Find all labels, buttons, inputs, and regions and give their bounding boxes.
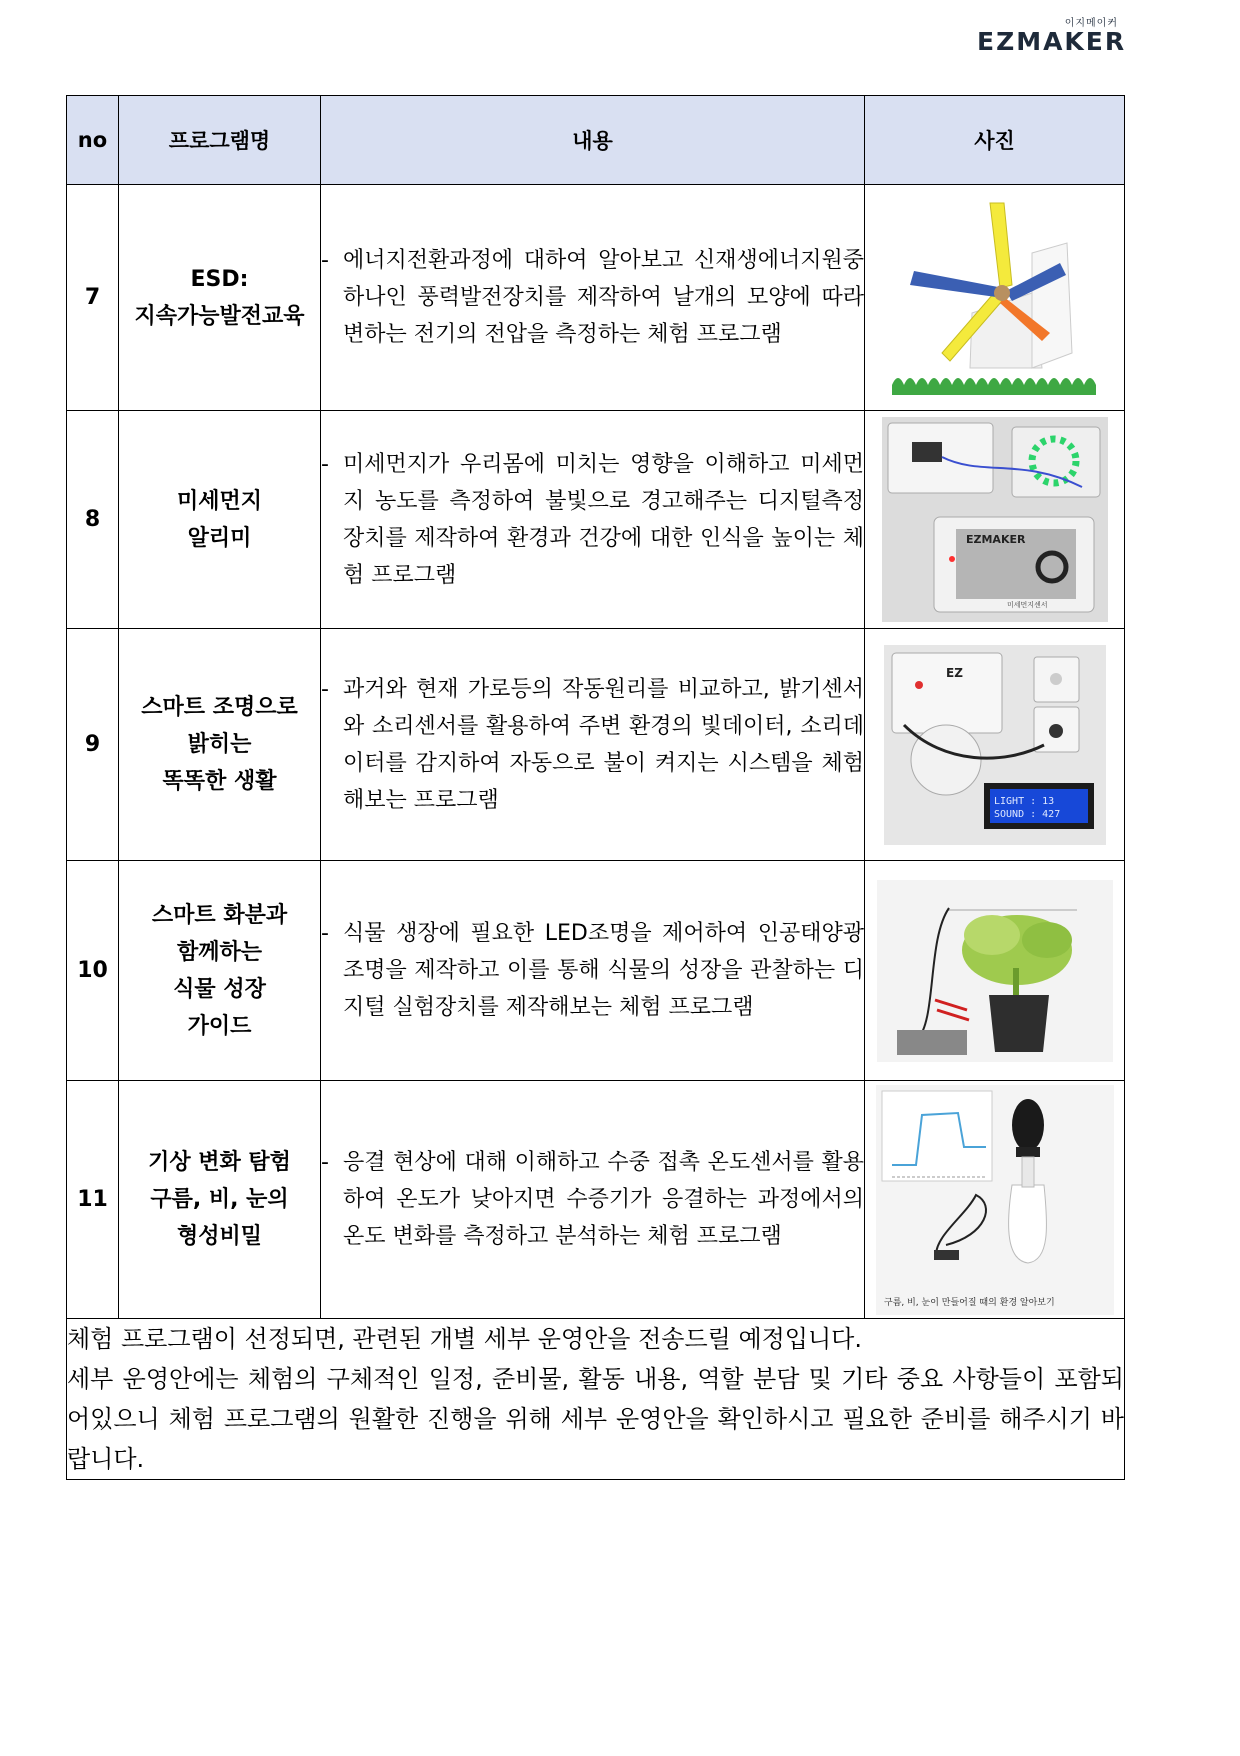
footer-line-2: 세부 운영안에는 체험의 구체적인 일정, 준비물, 활동 내용, 역할 분담 및 기타 중요 사항들이 포함되어있으니 체험 프로그램의 원활한 진행을 위해 세부 운영안을 확인하시고 필요한 준비를 해주시기 바랍니다. [67,1365,1124,1473]
header-program-name: 프로그램명 [119,96,321,185]
board-brand-text: EZ [945,665,963,680]
program-name-line: ESD: [190,266,249,292]
content-text: 과거와 현재 가로등의 작동원리를 비교하고, 밝기센서와 소리센서를 활용하여 주변 환경의 빛데이터, 소리데이터를 감지하여 자동으로 불이 켜지는 시스템을 체험해보는 프로그램 [343,676,864,813]
program-photo [865,185,1125,411]
ezmaker-logo [977,14,1127,56]
program-name [119,629,321,861]
dust-sensor-photo [882,417,1108,622]
program-name [119,1081,321,1319]
footer-notice [67,1319,1125,1480]
logo-korean-text: 이지메이커 [1064,18,1118,29]
lcd-line-2: SOUND : 427 [993,808,1060,820]
table-row [67,411,1125,629]
program-name-line: 식물 성장 [173,976,266,1002]
content-text: 미세먼지가 우리몸에 미치는 영향을 이해하고 미세먼지 농도를 측정하여 불빛으로 경고해주는 디지털측정 장치를 제작하여 환경과 건강에 대한 인식을 높이는 체험 프로그램 [343,451,864,588]
program-content: - 에너지전환과정에 대하여 알아보고 신재생에너지원중 하나인 풍력발전장치를 제작하여 날개의 모양에 따라 변하는 전기의 전압을 측정하는 체험 프로그램 [321,185,865,411]
program-photo [865,411,1125,629]
table-row [67,1081,1125,1319]
program-name-line: 스마트 화분과 [151,902,288,928]
program-name-line: 알리미 [187,525,252,551]
program-photo [865,1081,1125,1319]
smart-light-photo [884,645,1106,845]
windmill-photo [882,193,1108,403]
logo-brand-text: EZMAKER [977,27,1127,56]
program-table [66,95,1125,1480]
program-name-line: 구름, 비, 눈의 [150,1187,289,1212]
program-name [119,861,321,1081]
row-number: 10 [67,861,119,1081]
program-name-line: 똑똑한 생활 [162,769,277,794]
content-text: 응결 현상에 대해 이해하고 수중 접촉 온도센서를 활용하여 온도가 낮아지면 수증기가 응결하는 과정에서의 온도 변화를 측정하고 분석하는 체험 프로그램 [343,1150,864,1249]
table-row [67,185,1125,411]
lcd-line-1: LIGHT : 13 [993,795,1054,807]
program-photo [865,629,1125,861]
content-text: 식물 생장에 필요한 LED조명을 제어하여 인공태양광 조명을 제작하고 이를 통해 식물의 성장을 관찰하는 디지털 실험장치를 제작해보는 체험 프로그램 [343,921,864,1020]
program-content: - 미세먼지가 우리몸에 미치는 영향을 이해하고 미세먼지 농도를 측정하여 불빛으로 경고해주는 디지털측정 장치를 제작하여 환경과 건강에 대한 인식을 높이는 체험 프로그램 [321,411,865,629]
program-name [119,185,321,411]
row-number: 7 [67,185,119,411]
footer-row [67,1319,1125,1480]
table-header-row [67,96,1125,185]
program-name-line: 가이드 [187,1013,252,1039]
condensation-photo [876,1085,1114,1315]
program-name [119,411,321,629]
program-photo [865,861,1125,1081]
program-name-line: 스마트 조명으로 [141,695,298,720]
row-number: 8 [67,411,119,629]
program-name-line: 지속가능발전교육 [134,303,305,329]
header-no: no [67,96,119,185]
program-content: - 과거와 현재 가로등의 작동원리를 비교하고, 밝기센서와 소리센서를 활용하여 주변 환경의 빛데이터, 소리데이터를 감지하여 자동으로 불이 켜지는 시스템을 체험해보는 프로그램 [321,629,865,861]
photo-caption: 구름, 비, 눈이 만들어질 때의 환경 알아보기 [883,1297,1055,1308]
board-label-text: 미세먼지센서 [1006,601,1048,609]
board-brand-text: EZMAKER [965,533,1025,546]
table-row [67,629,1125,861]
program-name-line: 미세먼지 [176,488,262,514]
program-name-line: 기상 변화 탐험 [148,1150,291,1175]
program-name-line: 밝히는 [187,732,252,757]
footer-line-1: 체험 프로그램이 선정되면, 관련된 개별 세부 운영안을 전송드릴 예정입니다. [67,1325,862,1353]
program-content: - 응결 현상에 대해 이해하고 수중 접촉 온도센서를 활용하여 온도가 낮아지면 수증기가 응결하는 과정에서의 온도 변화를 측정하고 분석하는 체험 프로그램 [321,1081,865,1319]
content-text: 에너지전환과정에 대하여 알아보고 신재생에너지원중 하나인 풍력발전장치를 제작하여 날개의 모양에 따라 변하는 전기의 전압을 측정하는 체험 프로그램 [343,248,864,347]
row-number: 11 [67,1081,119,1319]
header-photo: 사진 [865,96,1125,185]
smart-pot-photo [877,880,1113,1062]
program-content: - 식물 생장에 필요한 LED조명을 제어하여 인공태양광 조명을 제작하고 이를 통해 식물의 성장을 관찰하는 디지털 실험장치를 제작해보는 체험 프로그램 [321,861,865,1081]
header-content: 내용 [321,96,865,185]
program-name-line: 함께하는 [176,939,262,965]
row-number: 9 [67,629,119,861]
program-name-line: 형성비밀 [176,1224,262,1249]
table-row [67,861,1125,1081]
